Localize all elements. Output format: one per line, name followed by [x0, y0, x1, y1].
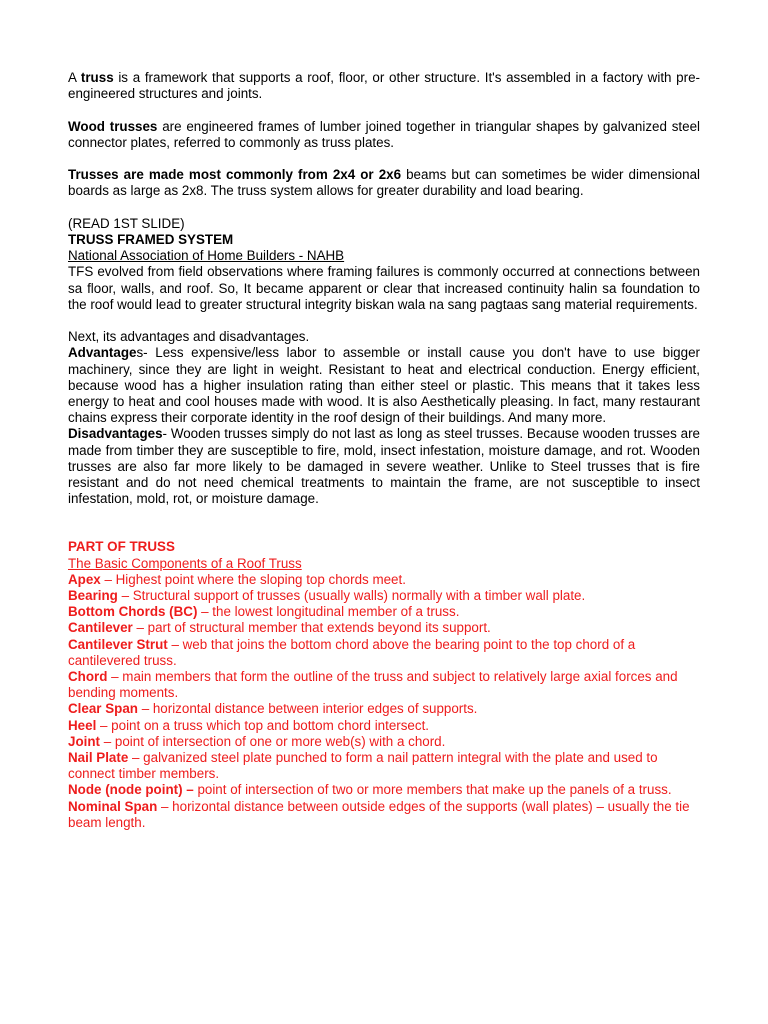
part-term: Clear Span	[68, 701, 138, 717]
part-definition	[68, 637, 700, 669]
adv-intro: Next, its advantages and disadvantages.	[68, 329, 310, 345]
part-term: Nail Plate	[68, 750, 129, 766]
part-def: – Highest point where the sloping top chords meet.	[100, 571, 406, 587]
part-def: – main members that form the outline of the truss and subject to relatively large axial forces and bending moments.	[68, 669, 678, 701]
tfs-heading: TRUSS FRAMED SYSTEM	[68, 231, 234, 247]
part-term: Cantilever Strut	[68, 636, 168, 652]
slide-note: (READ 1ST SLIDE)	[68, 215, 185, 231]
text: s- Less expensive/less labor to assemble or install cause you don't have to use bigger machinery, since they are light in weight. Resistant to heat and electrical conduction. Energy efficient, because wood has a higher insulation rating than either steel or plastic. This means that it takes less energy to heat and cool houses made with wood. It is also Aesthetically pleasing. In fact, many restaurant chains express their corporate identity in the roof design of their buildings. And many more.	[68, 345, 700, 426]
part-def: – point on a truss which top and bottom chord intersect.	[96, 717, 430, 733]
part-def: point of intersection of two or more members that make up the panels of a truss.	[193, 782, 672, 798]
disadvantages-paragraph	[68, 426, 700, 507]
part-term: Bearing	[68, 588, 118, 604]
part-definition	[68, 782, 700, 798]
parts-subheading: The Basic Components of a Roof Truss	[68, 555, 302, 571]
part-definition	[68, 750, 700, 782]
part-definition	[68, 734, 700, 750]
tfs-body: TFS evolved from field observations where framing failures is commonly occurred at connections between sa floor, walls, and roof. So, It became apparent or clear that increased continuity halin sa foundation to the roof would lead to greater structural integrity biskan wala na sang pagtaas sang material requirements.	[68, 264, 700, 312]
parts-section	[68, 539, 700, 831]
part-term: Joint	[68, 733, 100, 749]
text: is a framework that supports a roof, floor, or other structure. It's assembled in a factory with pre-engineered structures and joints.	[68, 70, 700, 102]
term-wood-trusses: Wood trusses	[68, 118, 158, 134]
part-definition	[68, 588, 700, 604]
part-definition	[68, 572, 700, 588]
term-disadvantages: Disadvantages	[68, 426, 163, 442]
part-def: – part of structural member that extends beyond its support.	[132, 620, 491, 636]
text: A	[68, 70, 81, 85]
text: - Wooden trusses simply do not last as long as steel trusses. Because wooden trusses are made from timber they are susceptible to fire, mold, insect infestation, moisture damage, and rot. Wooden trusses are also far more likely to be damaged in severe weather. Unlike to Steel trusses that is fire resistant and do not need chemical treatments to maintain the frame, are not susceptible to insect infestation, mold, rot, or moisture damage.	[68, 426, 700, 507]
part-term: Apex	[68, 571, 101, 587]
tfs-subheading: National Association of Home Builders - NAHB	[68, 248, 345, 264]
part-definition	[68, 701, 700, 717]
term-truss: truss	[80, 70, 114, 85]
part-term: Bottom Chords (BC)	[68, 604, 198, 620]
part-term: Chord	[68, 669, 108, 685]
part-def: – galvanized steel plate punched to form a nail pattern integral with the plate and used to connect timber members.	[68, 750, 658, 782]
text: are engineered frames of lumber joined together in triangular shapes by galvanized steel connector plates, referred to commonly as truss plates.	[68, 118, 700, 150]
advantages-paragraph	[68, 345, 700, 426]
part-term: Node (node point) –	[68, 782, 194, 798]
part-def: – web that joins the bottom chord above the bearing point to the top chord of a cantilevered truss.	[68, 636, 636, 668]
part-definition	[68, 604, 700, 620]
part-term: Heel	[68, 717, 97, 733]
term-advantages: Advantage	[68, 345, 137, 361]
parts-heading: PART OF TRUSS	[68, 539, 175, 555]
part-def: – horizontal distance between interior edges of supports.	[137, 701, 478, 717]
term-dimensions: Trusses are made most commonly from 2x4 or 2x6	[68, 167, 402, 183]
part-definition	[68, 669, 700, 701]
part-definition	[68, 718, 700, 734]
parts-list	[68, 572, 700, 831]
part-def: – the lowest longitudinal member of a truss.	[197, 604, 460, 620]
intro-paragraph-dimensions	[68, 167, 700, 199]
part-definition	[68, 799, 700, 831]
text: beams but can sometimes be wider dimensional boards as large as 2x8. The truss system allows for greater durability and load bearing.	[68, 167, 701, 199]
part-term: Nominal Span	[68, 798, 158, 814]
intro-paragraph-wood-trusses	[68, 119, 700, 151]
part-def: – point of intersection of one or more web(s) with a chord.	[100, 733, 446, 749]
part-term: Cantilever	[68, 620, 133, 636]
part-def: – Structural support of trusses (usually walls) normally with a timber wall plate.	[117, 588, 586, 604]
part-definition	[68, 620, 700, 636]
part-def: – horizontal distance between outside edges of the supports (wall plates) – usually the tie beam length.	[68, 798, 690, 830]
intro-paragraph-truss	[68, 70, 700, 102]
